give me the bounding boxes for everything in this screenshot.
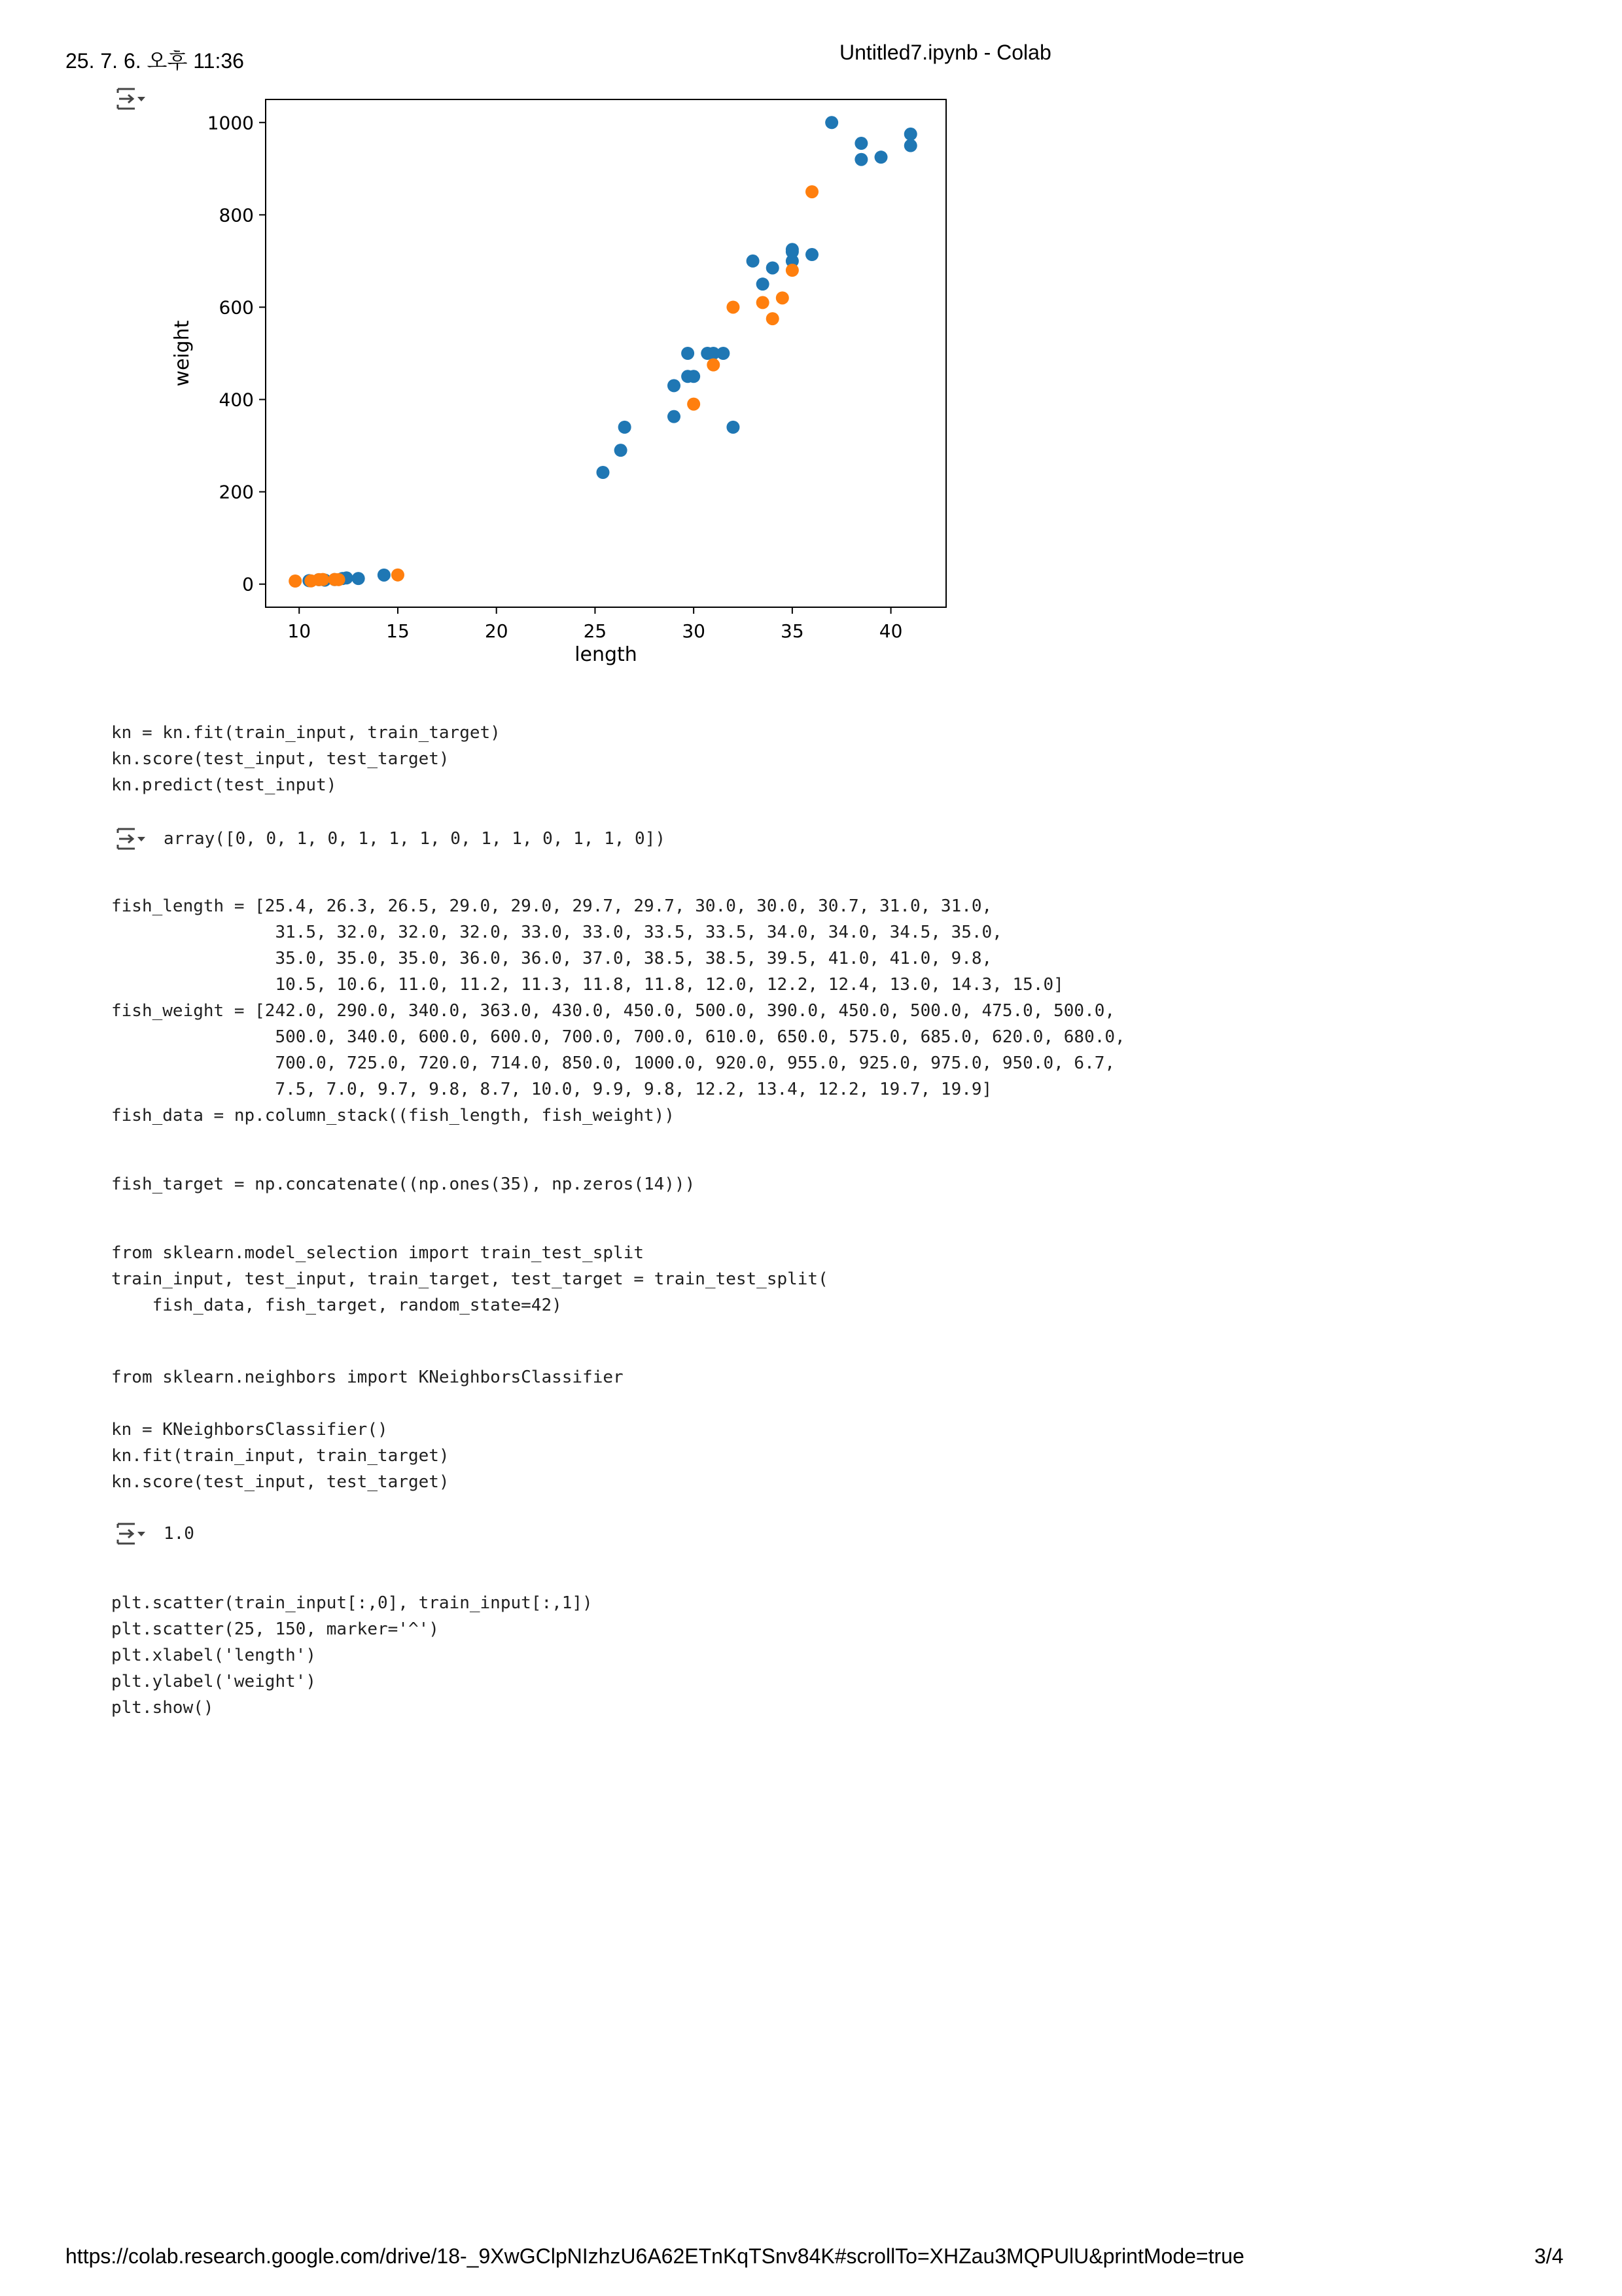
x-tick-label: 10 [287, 620, 311, 642]
scatter-point-train [667, 379, 680, 392]
scatter-point-train [904, 139, 917, 152]
y-axis-ticks [207, 112, 266, 595]
x-tick-label: 35 [781, 620, 804, 642]
scatter-point-train [855, 137, 868, 150]
output-toggle-icon[interactable] [115, 86, 147, 111]
scatter-point-test [332, 573, 345, 586]
scatter-point-train [596, 466, 609, 479]
scatter-point-train [618, 421, 631, 434]
code-cell-fish-data[interactable]: fish_length = [25.4, 26.3, 26.5, 29.0, 29.0, 29.7, 29.7, 30.0, 30.0, 30.7, 31.0, 31.0, 31.5, 32.0, 32.0, 32.0, 33.0, 33.0, 33.5, 33.5, 34.0, 34.0, 34.5, 35.0, 35.0, 35.0, 35.0, 36.0, 36.0, 37.0, 38.5, 38.5, 39.5, 41.0, 41.0, 9.8, 10.5, 10.6, 11.0, 11.2, 11.3, 11.8, 11.8, 12.0, 12.2, 12.4, 13.0, 14.3, 15.0] fish_weight = [242.0, 290.0, 340.0, 363.0, 430.0, 450.0, 500.0, 390.0, 450.0, 500.0, 475.0, 500.0, 500.0, 340.0, 600.0, 600.0, 700.0, 700.0, 610.0, 650.0, 575.0, 685.0, 620.0, 680.0, 700.0, 725.0, 720.0, 714.0, 850.0, 1000.0, 920.0, 955.0, 925.0, 975.0, 950.0, 6.7, 7.5, 7.0, 9.7, 9.8, 8.7, 10.0, 9.9, 9.8, 12.2, 13.4, 12.2, 19.7, 19.9] fish_data = np.column_stack((fish_length, fish_weight)) [111, 896, 1125, 1125]
scatter-point-test [766, 312, 779, 325]
x-tick-label: 25 [583, 620, 607, 642]
scatter-point-test [316, 573, 329, 586]
scatter-point-train [726, 421, 739, 434]
code-cell-train-test-split[interactable]: from sklearn.model_selection import train_test_split train_input, test_input, train_target, test_target = train_test_split( fish_data, fish_target, random_state=42) [111, 1243, 828, 1315]
scatter-point-train [825, 116, 838, 129]
x-tick-label: 15 [386, 620, 410, 642]
scatter-point-train [614, 444, 627, 457]
scatter-point-test [786, 264, 799, 277]
y-tick-label: 1000 [207, 112, 254, 134]
y-tick-label: 0 [242, 573, 254, 595]
cell-output-score: 1.0 [164, 1524, 194, 1544]
scatter-point-train [766, 261, 779, 274]
scatter-chart [150, 85, 968, 674]
scatter-point-test [726, 300, 739, 313]
scatter-point-test [776, 291, 789, 304]
scatter-point-test [289, 574, 302, 588]
y-axis-label: weight [171, 320, 194, 387]
code-cell-plot[interactable]: plt.scatter(train_input[:,0], train_input[:,1]) plt.scatter(25, 150, marker='^') plt.xlabel('length') plt.ylabel('weight') plt.show() [111, 1593, 593, 1718]
scatter-point-train [875, 150, 888, 164]
scatter-point-test [805, 185, 819, 198]
y-tick-label: 600 [219, 296, 254, 319]
scatter-point-train [716, 347, 730, 360]
scatter-point-train [681, 347, 694, 360]
scatter-point-train [378, 569, 391, 582]
scatter-point-train [786, 245, 799, 258]
x-tick-label: 20 [484, 620, 508, 642]
scatter-point-train [756, 277, 769, 291]
scatter-point-train [904, 128, 917, 141]
y-tick-label: 800 [219, 204, 254, 226]
code-cell-predict[interactable]: kn = kn.fit(train_input, train_target) kn.score(test_input, test_target) kn.predict(test_input) [111, 723, 501, 795]
scatter-point-train [805, 248, 819, 261]
scatter-point-test [756, 296, 769, 309]
cell-output-array: array([0, 0, 1, 0, 1, 1, 1, 0, 1, 1, 0, 1, 1, 0]) [164, 829, 666, 849]
plot-area [266, 99, 946, 607]
scatter-point-train [855, 153, 868, 166]
x-axis-label: length [574, 643, 637, 666]
code-cell-knn[interactable]: from sklearn.neighbors import KNeighborsClassifier kn = KNeighborsClassifier() kn.fit(train_input, train_target) kn.score(test_input, test_target) [111, 1368, 624, 1492]
scatter-point-train [352, 572, 365, 585]
output-toggle-icon[interactable] [115, 826, 147, 851]
x-axis-ticks [287, 607, 902, 642]
y-tick-label: 400 [219, 389, 254, 411]
page-title: Untitled7.ipynb - Colab [839, 41, 1051, 64]
scatter-point-train [687, 370, 700, 383]
scatter-point-test [707, 359, 720, 372]
y-tick-label: 200 [219, 481, 254, 503]
footer-url: https://colab.research.google.com/drive/18-_9XwGClpNIzhzU6A62ETnKqTSnv84K#scrollTo=XHZau3MQPUlU&printMode=true [65, 2244, 1244, 2268]
x-tick-label: 30 [682, 620, 705, 642]
code-cell-fish-target[interactable]: fish_target = np.concatenate((np.ones(35), np.zeros(14))) [111, 1174, 696, 1194]
print-datetime: 25. 7. 6. 오후 11:36 [65, 49, 244, 73]
scatter-point-test [391, 569, 404, 582]
scatter-point-train [667, 410, 680, 423]
page-number: 3/4 [1534, 2244, 1564, 2268]
scatter-point-train [747, 255, 760, 268]
x-tick-label: 40 [879, 620, 903, 642]
output-toggle-icon[interactable] [115, 1521, 147, 1546]
scatter-point-test [687, 398, 700, 411]
